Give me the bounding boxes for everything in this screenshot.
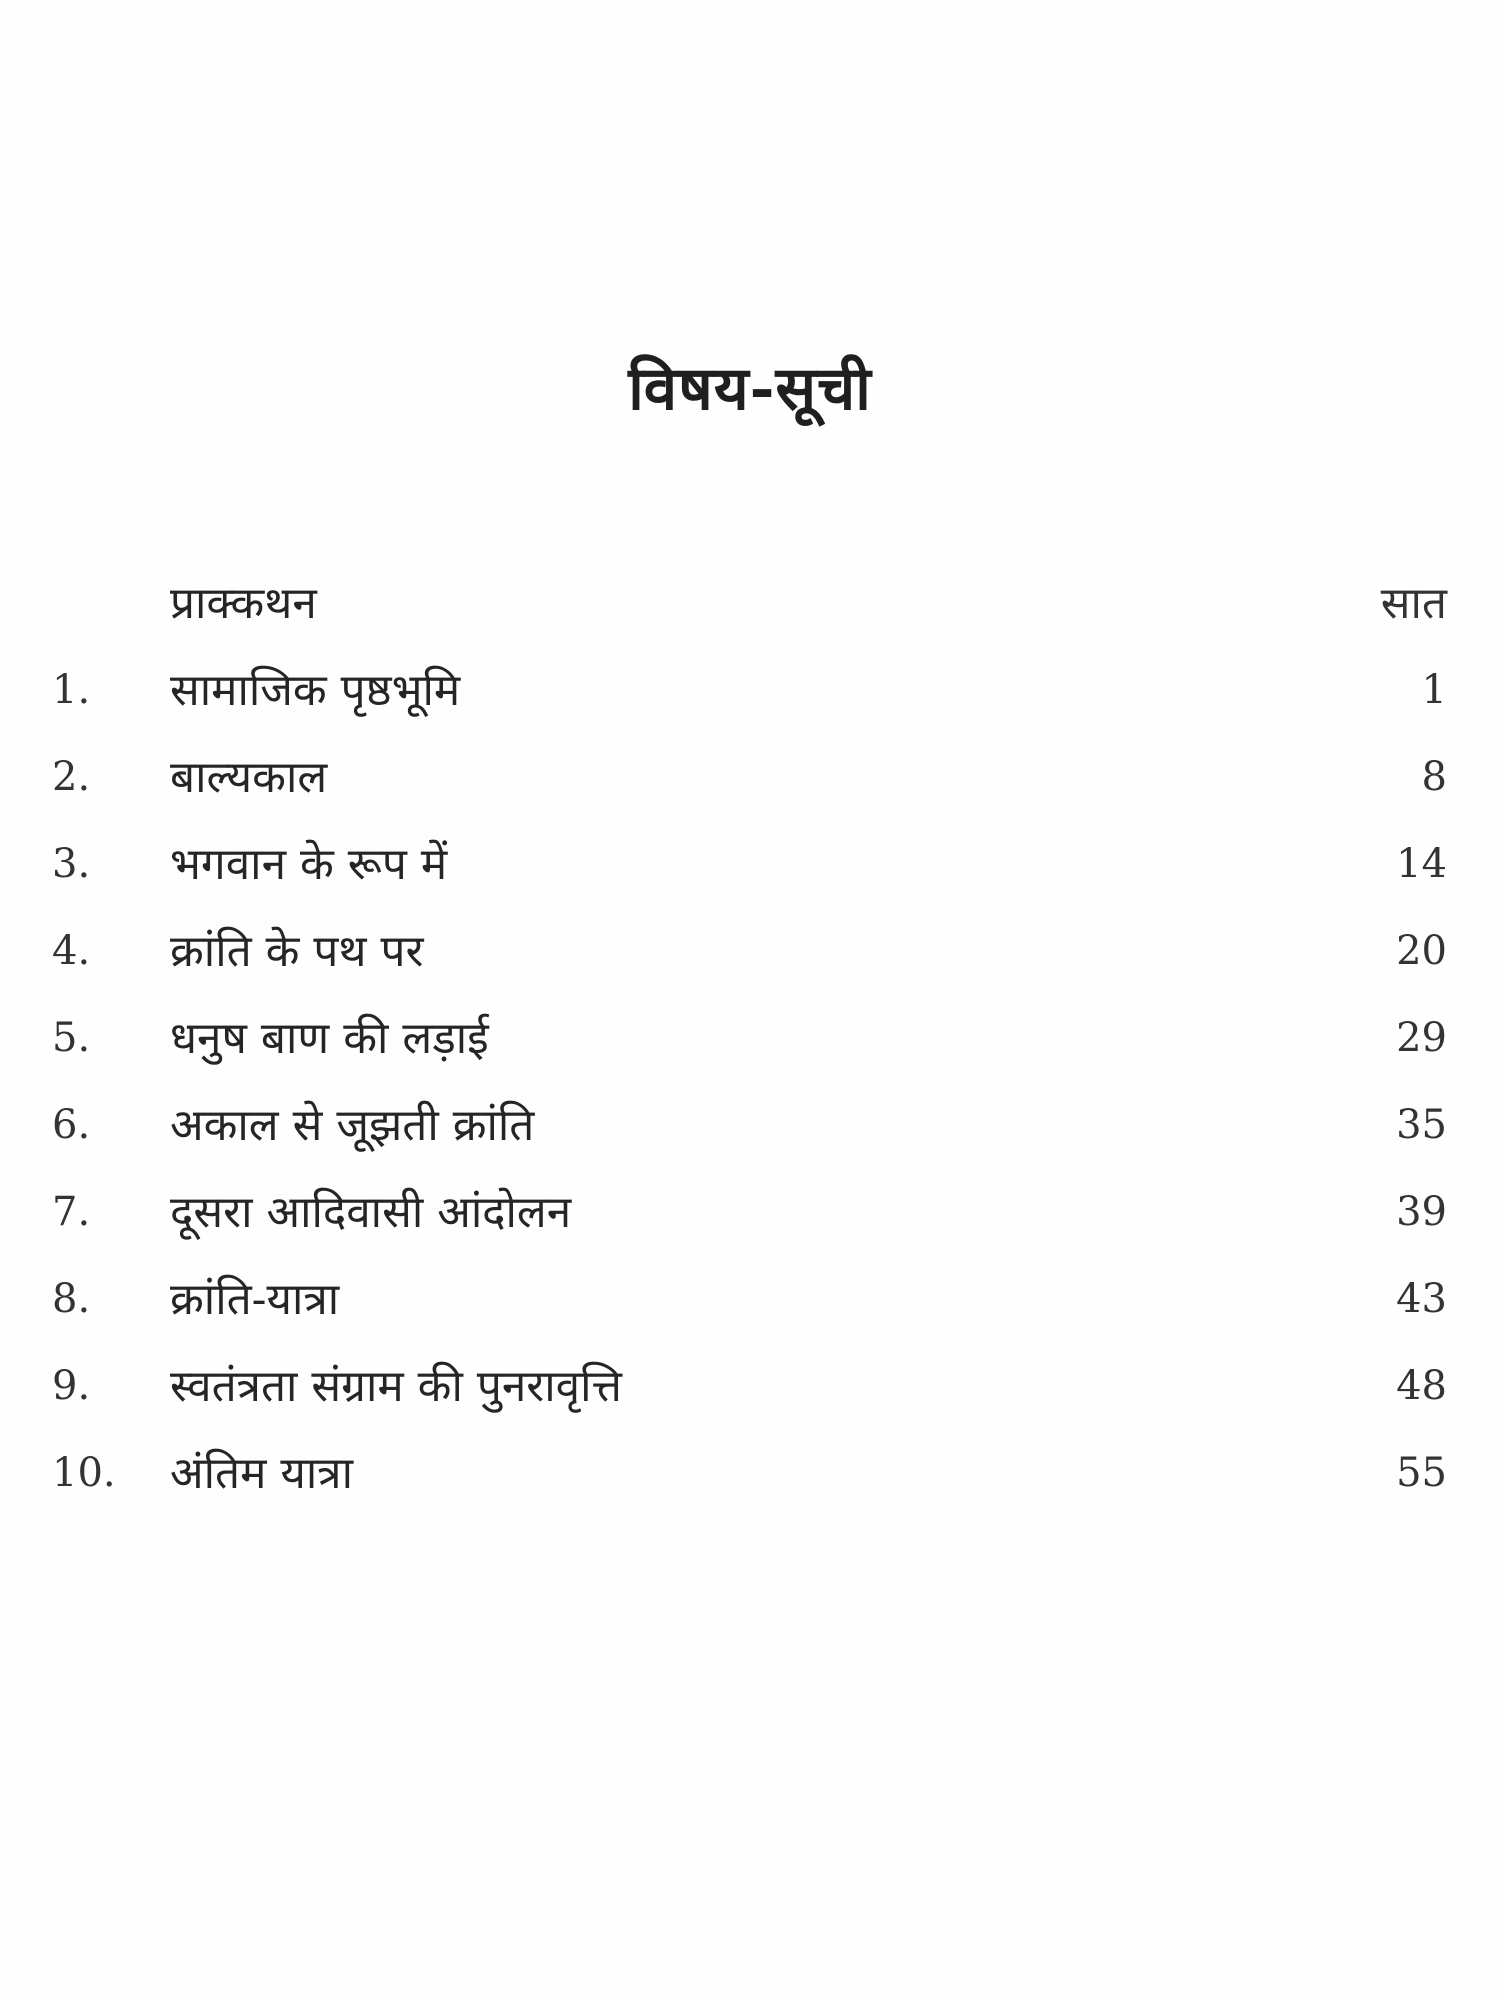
toc-entry-number: 7. — [52, 1189, 91, 1235]
table-of-contents — [52, 560, 1447, 1517]
toc-row — [52, 908, 1447, 995]
toc-entry-page: 55 — [1396, 1450, 1447, 1496]
toc-entry-number: 6. — [52, 1102, 91, 1148]
toc-entry-number: 1. — [52, 667, 91, 713]
toc-entry-title: बाल्यकाल — [170, 752, 328, 803]
toc-entry-number: 10. — [52, 1450, 116, 1496]
toc-entry-number: 5. — [52, 1015, 91, 1061]
toc-entry-title: सामाजिक पृष्ठभूमि — [170, 665, 461, 716]
toc-entry-page: 1 — [1421, 667, 1447, 713]
toc-entry-number: 8. — [52, 1276, 91, 1322]
toc-row — [52, 821, 1447, 908]
toc-row — [52, 1256, 1447, 1343]
toc-row — [52, 647, 1447, 734]
toc-entry-number: 2. — [52, 754, 91, 800]
toc-row — [52, 734, 1447, 821]
toc-row — [52, 1430, 1447, 1517]
toc-entry-number: 9. — [52, 1363, 91, 1409]
toc-entry-number: 4. — [52, 928, 91, 974]
toc-entry-page: 39 — [1396, 1189, 1447, 1235]
toc-row-preface — [52, 560, 1447, 647]
toc-entry-number: 3. — [52, 841, 91, 887]
toc-entry-page: 8 — [1421, 754, 1447, 800]
toc-entry-title: क्रांति के पथ पर — [170, 926, 424, 977]
toc-entry-title: धनुष बाण की लड़ाई — [170, 1013, 489, 1064]
toc-row — [52, 1082, 1447, 1169]
toc-entry-page: सात — [1380, 578, 1447, 629]
page-title: विषय-सूची — [628, 354, 872, 424]
toc-entry-title: क्रांति-यात्रा — [170, 1274, 340, 1325]
toc-row — [52, 1343, 1447, 1430]
toc-entry-page: 29 — [1396, 1015, 1447, 1061]
toc-entry-title: अकाल से जूझती क्रांति — [170, 1100, 535, 1151]
toc-entry-page: 48 — [1396, 1363, 1447, 1409]
toc-entry-title: भगवान के रूप में — [170, 839, 448, 890]
toc-entry-page: 20 — [1396, 928, 1447, 974]
toc-entry-title: स्वतंत्रता संग्राम की पुनरावृत्ति — [170, 1361, 622, 1412]
toc-entry-page: 14 — [1396, 841, 1447, 887]
toc-entry-title: प्राक्कथन — [170, 578, 317, 629]
toc-entry-title: दूसरा आदिवासी आंदोलन — [170, 1187, 572, 1238]
toc-entry-title: अंतिम यात्रा — [170, 1448, 353, 1499]
toc-row — [52, 995, 1447, 1082]
toc-entry-page: 35 — [1396, 1102, 1447, 1148]
toc-entry-page: 43 — [1396, 1276, 1447, 1322]
toc-row — [52, 1169, 1447, 1256]
